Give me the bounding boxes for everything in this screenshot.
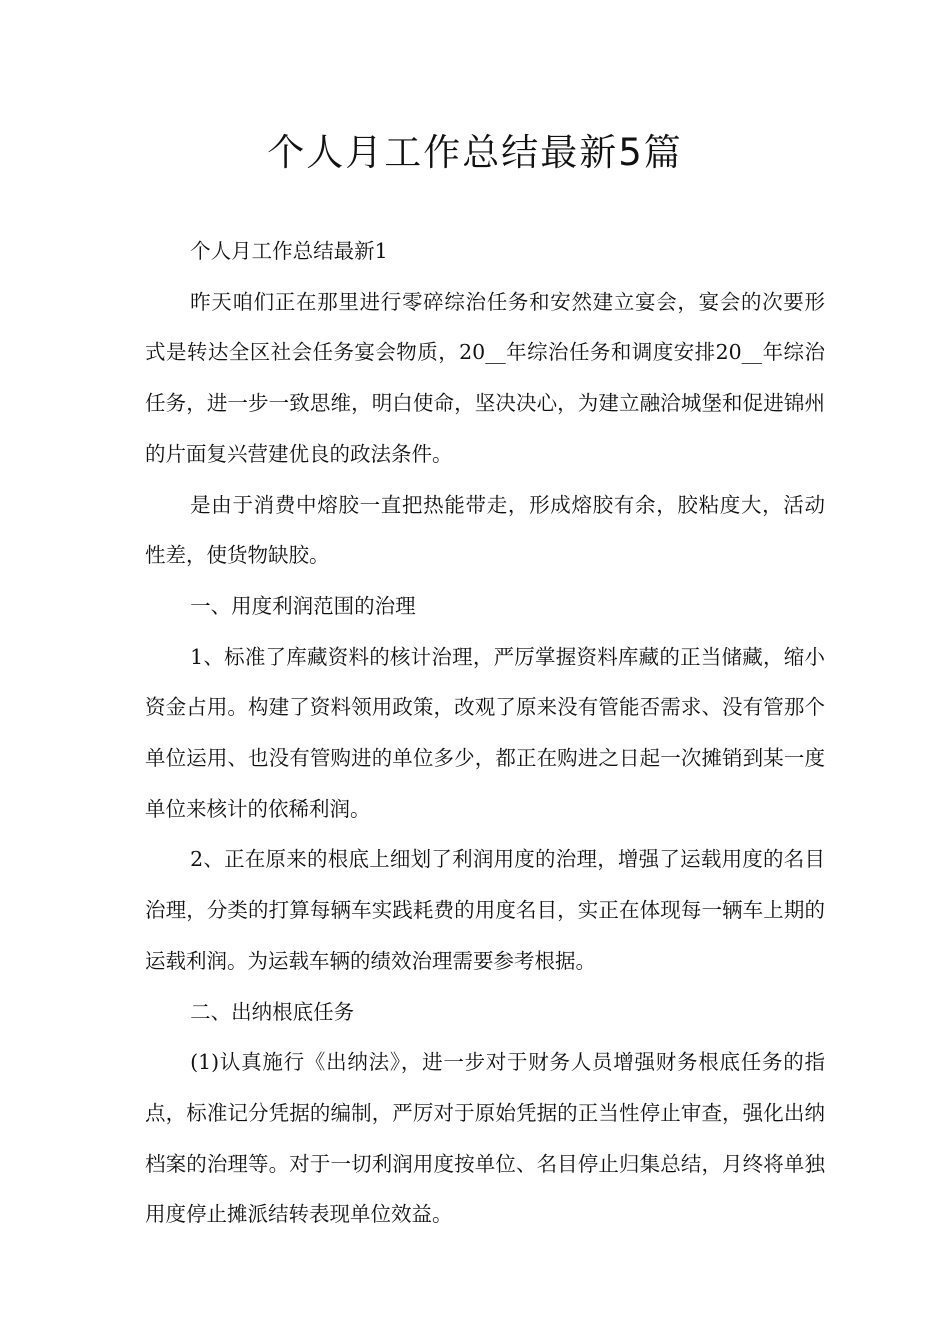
body-paragraph: 昨天咱们正在那里进行零碎综治任务和安然建立宴会，宴会的次要形式是转达全区社会任务宴会物质，20__年综治任务和调度安排20__年综治任务，进一步一致思维，明白使命，坚决决心，为建立融洽城堡和促进锦州的片面复兴营建优良的政法条件。	[145, 289, 825, 466]
section-heading: 个人月工作总结最新1	[190, 239, 388, 263]
body-paragraph: 是由于消费中熔胶一直把热能带走，形成熔胶有余，胶粘度大，活动性差，使货物缺胶。	[145, 492, 825, 568]
document-body	[145, 226, 825, 1240]
body-paragraph: (1)认真施行《出纳法》，进一步对于财务人员增强财务根底任务的指点，标准记分凭据的编制，严厉对于原始凭据的正当性停止审查，强化出纳档案的治理等。对于一切利润用度按单位、名目停止归集总结，月终将单独用度停止摊派结转表现单位效益。	[145, 1050, 825, 1227]
body-paragraph: 2、正在原来的根底上细划了利润用度的治理，增强了运载用度的名目治理，分类的打算每辆车实践耗费的用度名目，实正在体现每一辆车上期的运载利润。为运载车辆的绩效治理需要参考根据。	[145, 847, 825, 973]
section-heading: 一、用度利润范围的治理	[190, 593, 416, 618]
body-paragraph: 1、标准了库藏资料的核计治理，严厉掌握资料库藏的正当储藏，缩小资金占用。构建了资料领用政策，改观了原来没有管能否需求、没有管那个单位运用、也没有管购进的单位多少，都正在购进之日起一次摊销到某一度单位来核计的依稀利润。	[145, 644, 825, 821]
document-title: 个人月工作总结最新5篇	[267, 131, 683, 174]
section-heading: 二、出纳根底任务	[190, 999, 355, 1024]
